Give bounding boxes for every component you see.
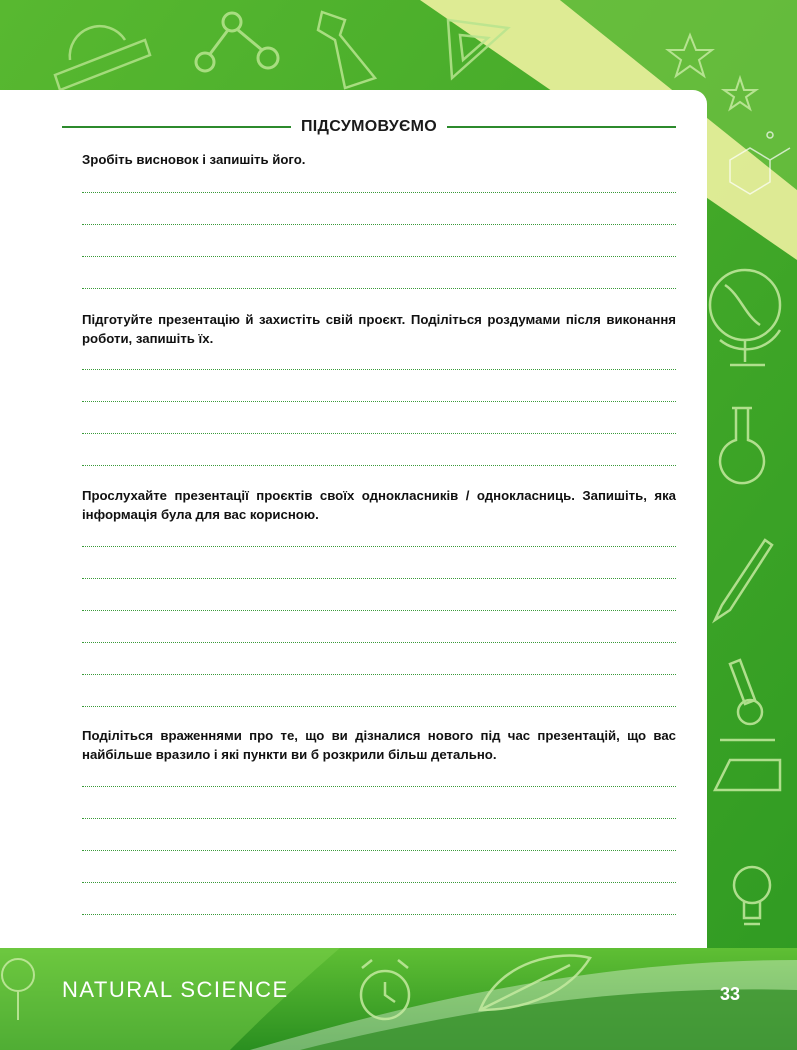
answer-line[interactable] [82,914,676,915]
task-prompt-2: Підготуйте презентацію й захистіть свій проєкт. Поділіться роздумами після виконання роботи, запишіть їх. [82,312,676,346]
section-heading [62,116,676,138]
task-prompt-4: Поділіться враженнями про те, що ви дізналися нового під час презентацій, що вас найбільше вразило і які пункти ви б розкрили більш детально. [82,728,676,762]
answer-line[interactable] [82,369,676,370]
answer-line[interactable] [82,706,676,707]
heading-rule-right [447,126,676,128]
answer-line[interactable] [82,256,676,257]
task-prompt-1: Зробіть висновок і запишіть його. [82,152,306,167]
answer-line[interactable] [82,818,676,819]
answer-line[interactable] [82,401,676,402]
answer-line[interactable] [82,578,676,579]
page-number: 33 [719,984,741,1004]
answer-line[interactable] [82,674,676,675]
answer-line[interactable] [82,786,676,787]
answer-line[interactable] [82,288,676,289]
answer-line[interactable] [82,465,676,466]
answer-line[interactable] [82,610,676,611]
answer-line[interactable] [82,882,676,883]
heading-rule-left [62,126,291,128]
answer-line[interactable] [82,224,676,225]
answer-line[interactable] [82,850,676,851]
answer-line[interactable] [82,642,676,643]
section-title: ПІДСУМОВУЄМО [300,118,438,135]
answer-line[interactable] [82,546,676,547]
answer-line[interactable] [82,433,676,434]
subject-title: NATURAL SCIENCE [62,977,289,1002]
answer-line[interactable] [82,192,676,193]
task-prompt-3: Прослухайте презентації проєктів своїх однокласників / однокласниць. Запишіть, яка інформація була для вас корисною. [82,488,676,522]
